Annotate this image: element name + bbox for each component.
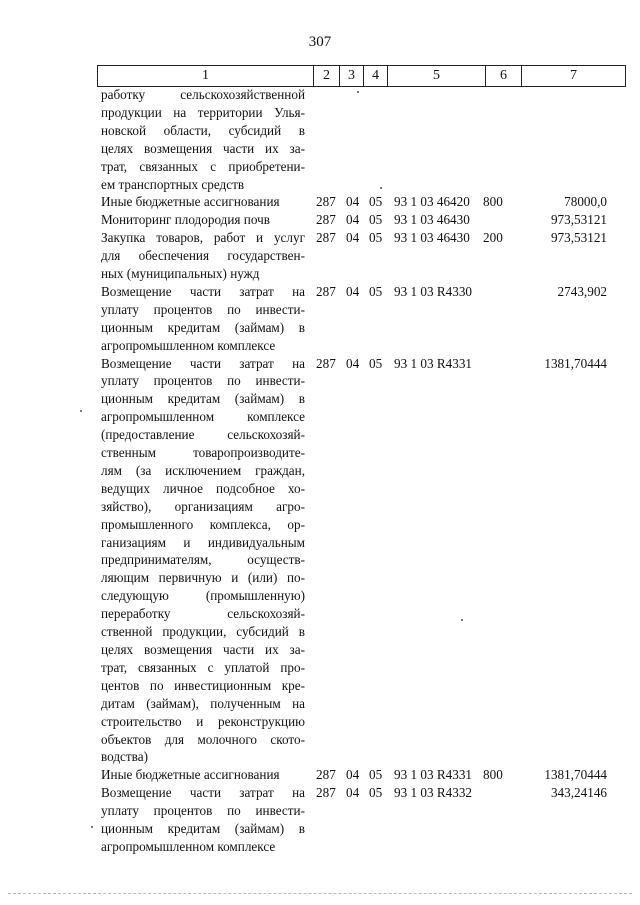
- target-article-code: 93 1 03 R4331: [394, 355, 473, 371]
- description-line: ственной продукции, субсидий в: [101, 624, 305, 640]
- table-row: [0, 283, 640, 355]
- description-line: ственным товаропроизводите-: [101, 445, 305, 461]
- column-header-table: [97, 65, 626, 87]
- description-line: ных (муниципальных) нужд: [101, 266, 260, 281]
- description-line: трат, связанных с приобретени-: [101, 158, 305, 174]
- amount-value: 973,53121: [550, 230, 607, 246]
- description-line: центов по инвестиционным кре-: [101, 677, 305, 693]
- row-description: [101, 86, 305, 193]
- row-description: [101, 784, 305, 856]
- section-code: 04: [346, 767, 360, 783]
- description-line: работку сельскохозяйственной: [101, 87, 305, 102]
- scan-speck: [357, 91, 359, 93]
- description-line: ем транспортных средств: [101, 176, 245, 192]
- description-line: ганизациям и индивидуальным: [101, 534, 305, 550]
- page-number: 307: [308, 34, 332, 50]
- expense-type-code: 200: [483, 230, 503, 246]
- subsection-code: 05: [369, 194, 383, 210]
- description-line: продукции на территории Улья-: [101, 104, 305, 120]
- description-line: ционным кредитам (займам) в: [101, 319, 305, 335]
- description-line: Возмещение части затрат на: [101, 283, 305, 299]
- amount-value: 2743,902: [557, 283, 607, 299]
- description-line: ляющим первичную и (или) по-: [101, 570, 305, 586]
- grbs-code: 287: [316, 355, 336, 371]
- section-code: 04: [346, 785, 360, 801]
- subsection-code: 05: [369, 785, 383, 801]
- subsection-code: 05: [369, 355, 383, 371]
- table-row: [0, 211, 640, 229]
- description-line: строительство и реконструкцию: [101, 713, 305, 729]
- amount-value: 78000,0: [564, 194, 607, 210]
- description-line: Мониторинг плодородия почв: [101, 212, 270, 228]
- description-line: дитам (займам), полученным на: [101, 695, 305, 711]
- grbs-code: 287: [316, 767, 336, 783]
- description-line: ведущих личное подсобное хо-: [101, 480, 305, 496]
- target-article-code: 93 1 03 46420: [394, 194, 470, 210]
- description-line: Закупка товаров, работ и услуг: [101, 230, 305, 246]
- section-code: 04: [346, 194, 360, 210]
- grbs-code: 287: [316, 230, 336, 246]
- description-line: промышленного комплекса, ор-: [101, 516, 305, 532]
- subsection-code: 05: [369, 767, 383, 783]
- grbs-code: 287: [316, 194, 336, 210]
- description-line: Возмещение части затрат на: [101, 785, 305, 801]
- grbs-code: 287: [316, 283, 336, 299]
- page-bottom-divider: [8, 893, 632, 894]
- row-description: [101, 355, 305, 767]
- target-article-code: 93 1 03 R4331: [394, 767, 473, 783]
- description-line: следующую (промышленную): [101, 588, 305, 604]
- subsection-code: 05: [369, 230, 383, 246]
- header-col-7: 7: [522, 66, 626, 87]
- description-line: лям (за исключением граждан,: [101, 462, 305, 478]
- subsection-code: 05: [369, 283, 383, 299]
- target-article-code: 93 1 03 46430: [394, 212, 470, 228]
- description-line: для обеспечения государствен-: [101, 248, 305, 264]
- description-line: зяйство), организациям агро-: [101, 498, 305, 514]
- table-row: [0, 193, 640, 211]
- header-col-1: 1: [98, 66, 314, 87]
- table-row: [0, 784, 640, 856]
- description-line: агропромышленном комплексе: [101, 409, 305, 425]
- description-line: трат, связанных с уплатой про-: [101, 659, 305, 675]
- target-article-code: 93 1 03 R4330: [394, 283, 473, 299]
- header-col-6: 6: [486, 66, 522, 87]
- description-line: Иные бюджетные ассигнования: [101, 194, 280, 210]
- amount-value: 973,53121: [550, 212, 607, 228]
- scan-speck: [380, 187, 382, 189]
- description-line: агропромышленном комплексе: [101, 838, 276, 854]
- section-code: 04: [346, 212, 360, 228]
- description-line: агропромышленном комплексе: [101, 337, 276, 353]
- description-line: объектов для молочного ското-: [101, 731, 305, 747]
- description-line: уплату процентов по инвести-: [101, 803, 305, 818]
- scan-speck: [461, 619, 463, 621]
- amount-value: 343,24146: [550, 785, 607, 801]
- amount-value: 1381,70444: [544, 767, 607, 783]
- scan-speck: [91, 826, 93, 828]
- row-description: [101, 766, 305, 784]
- description-line: ционным кредитам (займам) в: [101, 391, 305, 407]
- description-line: ционным кредитам (займам) в: [101, 820, 305, 836]
- description-line: уплату процентов по инвести-: [101, 373, 305, 389]
- header-col-3: 3: [340, 66, 364, 87]
- table-row: [0, 355, 640, 767]
- grbs-code: 287: [316, 212, 336, 228]
- row-description: [101, 283, 305, 355]
- expense-type-code: 800: [483, 767, 503, 783]
- row-description: [101, 193, 305, 211]
- table-row: [0, 86, 640, 193]
- description-line: (предоставление сельскохозяй-: [101, 427, 305, 443]
- row-description: [101, 211, 305, 229]
- target-article-code: 93 1 03 46430: [394, 230, 470, 246]
- description-line: целях возмещения части их за-: [101, 642, 305, 657]
- table-row: [0, 766, 640, 784]
- header-col-5: 5: [388, 66, 486, 87]
- header-col-2: 2: [314, 66, 340, 87]
- grbs-code: 287: [316, 785, 336, 801]
- description-line: Возмещение части затрат на: [101, 355, 305, 371]
- description-line: уплату процентов по инвести-: [101, 301, 305, 317]
- description-line: водства): [101, 749, 148, 765]
- table-row: [0, 229, 640, 283]
- row-description: [101, 229, 305, 283]
- amount-value: 1381,70444: [544, 355, 607, 371]
- scan-speck: [80, 410, 82, 412]
- target-article-code: 93 1 03 R4332: [394, 785, 473, 801]
- expense-type-code: 800: [483, 194, 503, 210]
- section-code: 04: [346, 355, 360, 371]
- description-line: переработку сельскохозяй-: [101, 606, 305, 622]
- description-line: Иные бюджетные ассигнования: [101, 767, 280, 783]
- section-code: 04: [346, 283, 360, 299]
- description-line: новской области, субсидий в: [101, 122, 305, 138]
- header-col-4: 4: [364, 66, 388, 87]
- subsection-code: 05: [369, 212, 383, 228]
- description-line: целях возмещения части их за-: [101, 140, 305, 156]
- description-line: предпринимателям, осуществ-: [101, 552, 305, 568]
- section-code: 04: [346, 230, 360, 246]
